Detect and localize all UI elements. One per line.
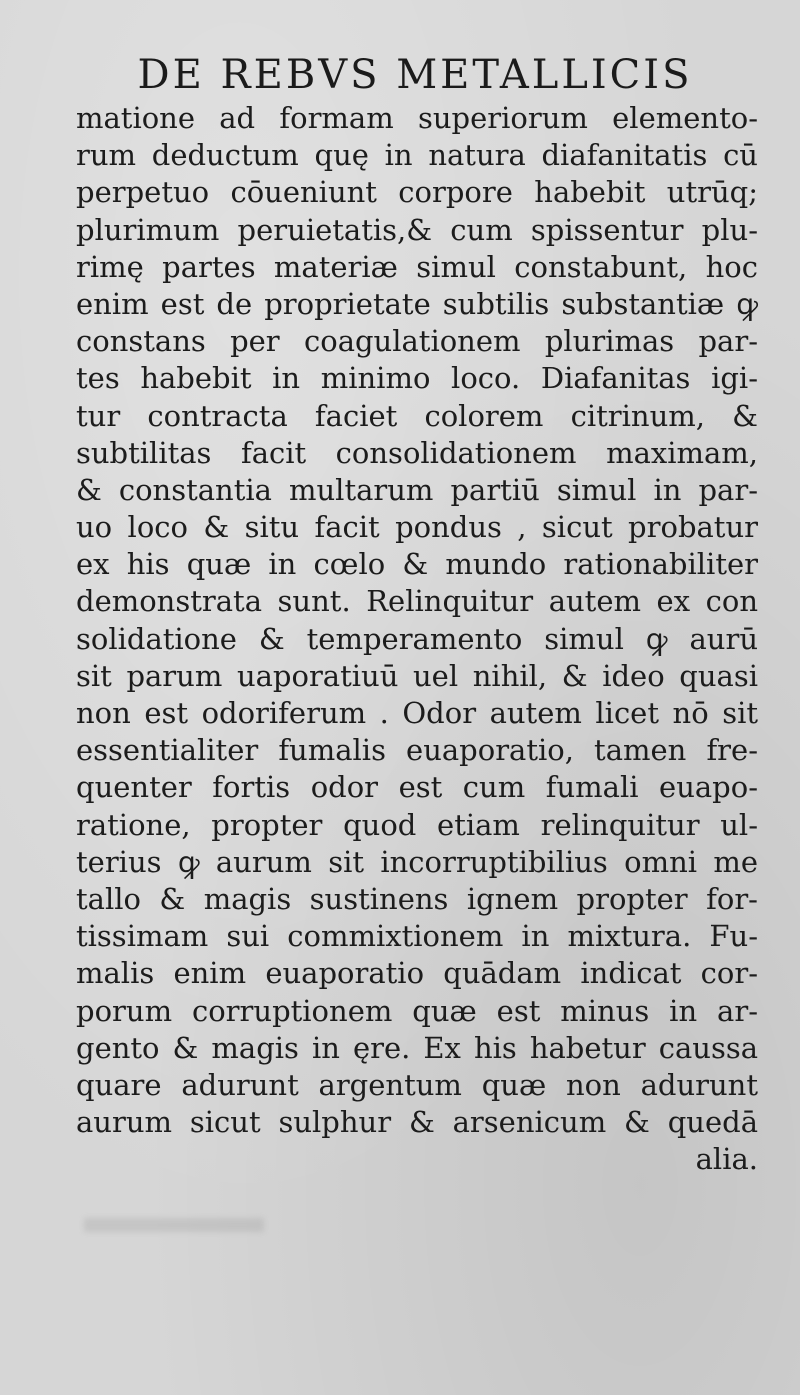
text-line: tur contracta faciet colorem citrinum, & <box>76 398 758 433</box>
text-line: plurimum peruietatis,& cum spissentur plu- <box>76 212 758 247</box>
show-through-mark <box>84 1218 264 1232</box>
text-line: sit parum uaporatiuū uel nihil, & ideo quasi <box>76 658 758 693</box>
text-line: rimę partes materiæ simul constabunt, hoc <box>76 249 758 284</box>
text-line: uo loco & situ facit pondus , sicut probatur <box>76 510 758 545</box>
text-line: matione ad formam superiorum elemento- <box>76 101 758 135</box>
text-line: essentialiter fumalis euaporatio, tamen fre- <box>76 733 758 768</box>
text-line: alia. <box>695 1142 758 1177</box>
text-line: non est odoriferum . Odor autem licet nō sit <box>76 696 758 730</box>
text-line: demonstrata sunt. Relinquitur autem ex con <box>76 584 758 619</box>
text-line: quare adurunt argentum quæ non adurunt <box>76 1067 758 1102</box>
text-line: subtilitas facit consolidationem maximam, <box>76 435 758 470</box>
text-line: gento & magis in ęre. Ex his habetur caussa <box>76 1030 758 1065</box>
text-line: rum deductum quę in natura diafanitatis cū <box>76 138 758 173</box>
text-line: tes habebit in minimo loco. Diafanitas igi- <box>76 361 758 396</box>
running-head: DE REBVS METALLICIS <box>137 52 693 98</box>
text-line: tallo & magis sustinens ignem propter for- <box>76 881 758 916</box>
text-line: porum corruptionem quæ est minus in ar- <box>76 993 758 1028</box>
text-line: ratione, propter quod etiam relinquitur ul- <box>76 807 758 842</box>
text-line: enim est de proprietate subtilis substantiæ ꝙ <box>76 286 758 321</box>
text-line: aurum sicut sulphur & arsenicum & quedā <box>76 1105 758 1140</box>
text-line: perpetuo cōueniunt corpore habebit utrūq; <box>76 175 758 210</box>
text-line: tissimam sui commixtionem in mixtura. Fu- <box>76 919 758 954</box>
text-line: & constantia multarum partiū simul in par- <box>76 472 758 507</box>
text-line: ex his quæ in cœlo & mundo rationabiliter <box>76 547 758 582</box>
text-line: quenter fortis odor est cum fumali euapo- <box>76 770 758 805</box>
text-line: solidatione & temperamento simul ꝙ aurū <box>76 621 758 656</box>
text-line: terius ꝙ aurum sit incorruptibilius omni me <box>76 844 758 879</box>
body-text <box>76 100 758 1178</box>
text-line: constans per coagulationem plurimas par- <box>76 324 758 359</box>
text-line: malis enim euaporatio quādam indicat cor- <box>76 956 758 991</box>
